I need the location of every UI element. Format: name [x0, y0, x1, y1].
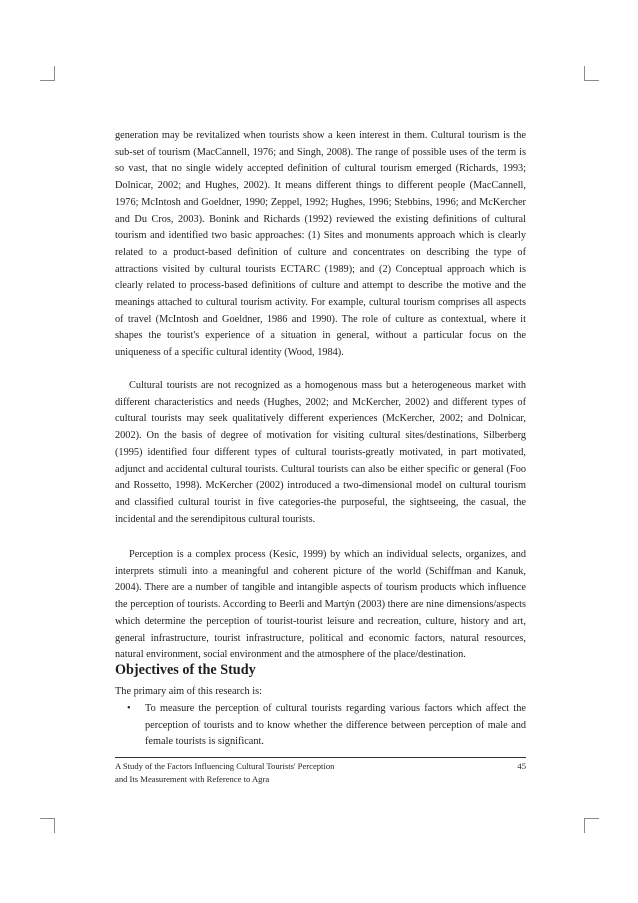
footer-title-line-1: A Study of the Factors Influencing Cultural Tourists' Perception [115, 761, 335, 771]
objectives-list [115, 701, 526, 751]
crop-mark-bottom-left [40, 818, 55, 833]
footer-title-line-2: and Its Measurement with Reference to Agra [115, 774, 270, 784]
objective-text: To measure the perception of cultural tourists regarding various factors which affect the perception of tourists and to know whether the difference between perception of male and female tourists is significant. [145, 703, 526, 748]
footer-divider [115, 757, 526, 758]
paragraph-text: Perception is a complex process (Kesic, 1999) by which an individual selects, organizes, and interprets stimuli into a meaningful and coherent picture of the world (Schiffman and Kanuk, 2004). There are a number of tangible and intangible aspects of tourism products which influence the perception of tourists. According to Beerli and Martýn (2003) there are nine dimensions/aspects which determine the perception of tourist-tourist leisure and recreation, culture, history and art, general infrastructure, tourist infrastructure, political and economic factors, natural resources, natural environment, social environment and the atmosphere of the place/destination. [115, 549, 526, 661]
running-footer-title [115, 760, 445, 786]
crop-mark-top-right [584, 66, 599, 81]
page-number: 45 [517, 761, 526, 771]
paragraph-text: Cultural tourists are not recognized as a homogenous mass but a heterogeneous market with different characteristics and needs (Hughes, 2002; and McKercher, 2002) and different types of cultural tourists may seek qualitatively different experiences (McKercher, 2002; and Dolnicar, 2002). On the basis of degree of motivation for visiting cultural sites/destinations, Silberberg (1995) identified four different types of cultural tourists-greatly motivated, in part motivated, adjunct and accidental cultural tourists. Cultural tourists can also be either specific or general (Foo and Rossetto, 1998). McKercher (2002) introduced a two-dimensional model on cultural tourism and classified cultural tourist in five categories-the purposeful, the sightseeing, the casual, the incidental and the serendipitous cultural tourists. [115, 380, 526, 525]
crop-mark-top-left [40, 66, 55, 81]
body-paragraph-3 [115, 547, 526, 664]
crop-mark-bottom-right [584, 818, 599, 833]
section-heading-objectives: Objectives of the Study [115, 662, 256, 678]
paragraph-text: generation may be revitalized when tourists show a keen interest in them. Cultural tourism is the sub-set of tourism (MacCannell, 1976; and Singh, 2008). The range of possible uses of the term is so vast, that no single widely accepted definition of cultural tourism emerged (Richards, 1993; Dolnicar, 2002; and Hughes, 2002). It means different things to different people (MacCannell, 1976; McIntosh and Goeldner, 1990; Zeppel, 1992; Hughes, 1996; Stebbins, 1996; and McKercher and Du Cros, 2003). Bonink and Richards (1992) reviewed the existing definitions of cultural tourism and identified two basic approaches: (1) Sites and monuments approach which is clearly related to a product-based definition of culture and concentrates on describing the type of attractions visited by cultural tourists ECTARC (1989); and (2) Conceptual approach which is clearly related to process-based definitions of culture and attempt to describe the motive and the meanings attached to cultural tourism activity. For example, cultural tourism comprises all aspects of travel (McIntosh and Goeldner, 1986 and 1990). The role of culture as contextual, where it shapes the tourist's experience of a situation in general, without a particular focus on the uniqueness of a specific cultural identity (Wood, 1984). [115, 130, 526, 359]
objectives-intro: The primary aim of this research is: [115, 686, 262, 697]
body-paragraph-2 [115, 378, 526, 528]
bullet-icon: • [127, 703, 131, 714]
objective-item [115, 701, 526, 751]
body-paragraph-1 [115, 128, 526, 362]
